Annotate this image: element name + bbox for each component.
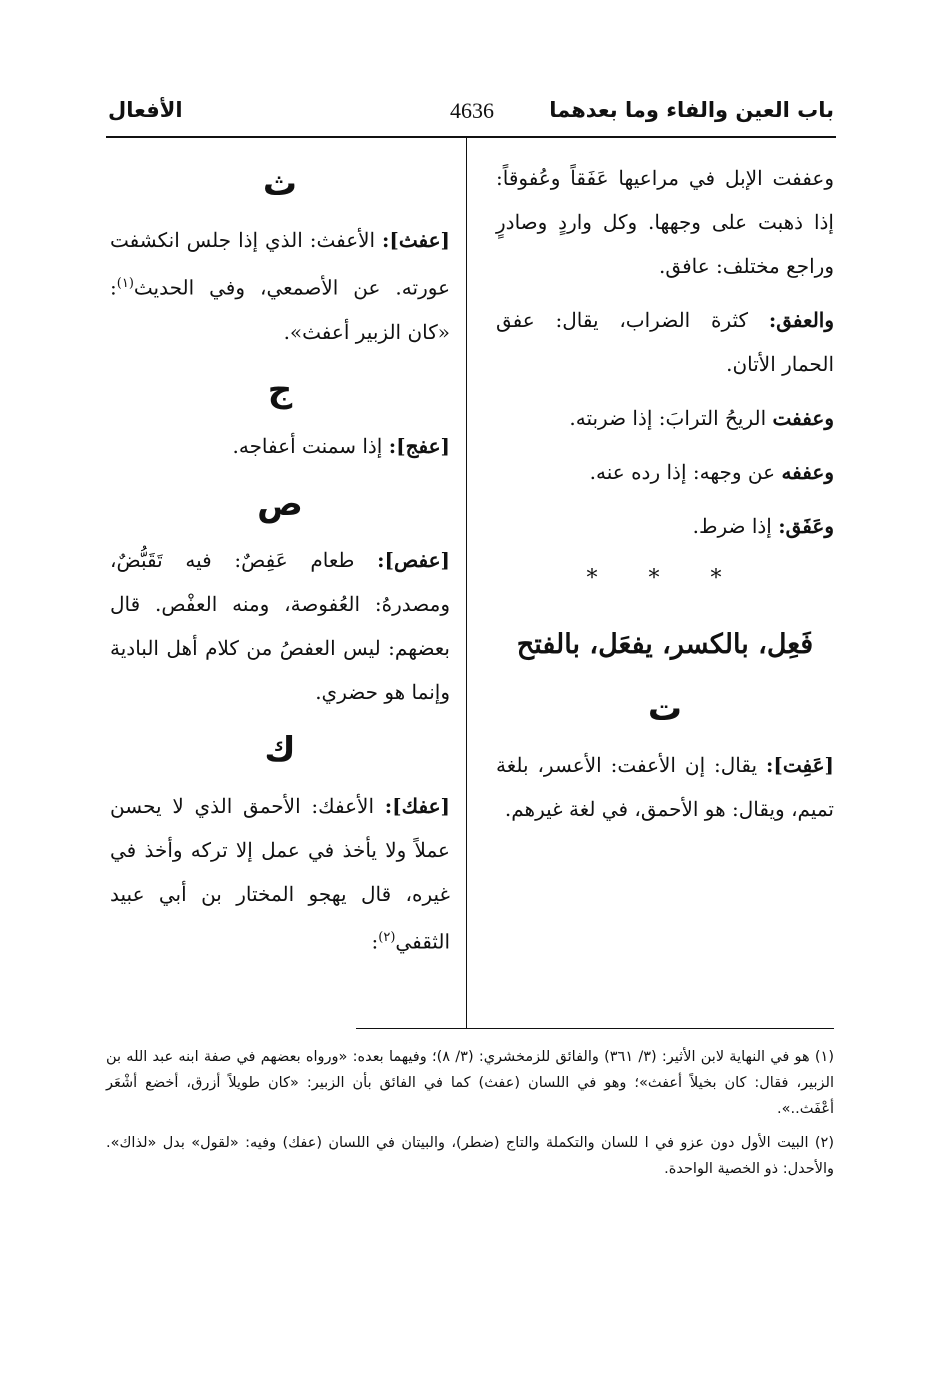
entry-paragraph: [110, 424, 450, 468]
page-number: 4636: [450, 98, 494, 123]
entry-headword: وعففت: [772, 406, 834, 430]
entry-paragraph: [110, 784, 450, 964]
letter-heading-k: ك: [264, 729, 296, 770]
entry-paragraph: [496, 450, 834, 494]
right-column: [496, 150, 834, 841]
entry-text: إذا سمنت أعفاجه.: [232, 433, 389, 458]
entry-paragraph: [496, 396, 834, 440]
entry-text: عن وجهه: إذا رده عنه.: [589, 460, 782, 484]
entry-text: الأعفك: الأحمق الذي لا يحسن عملاً ولا يأخذ في عمل إلا تركه وأخذ في غيره، قال يهجو المختار بن أبي عبيد الثقفي: [110, 793, 450, 954]
column-divider: [466, 138, 467, 1028]
entry-headword: [عفك]:: [384, 793, 450, 818]
letter-heading-s: ص: [257, 483, 303, 524]
entry-headword: [عفث]:: [382, 228, 450, 252]
letter-heading-t: ت: [647, 689, 683, 729]
letter-heading-j: ج: [267, 369, 293, 410]
header-rule: [106, 136, 836, 138]
entry-paragraph: [496, 298, 834, 386]
entry-paragraph: [496, 743, 834, 831]
entry-text: طعام عَفِصٌ: فيه تَقَبُّضٌ، ومصدرهُ: العُفوصة، ومنه العفْص. قال بعضهم: ليس العفصُ من كلام أهل البادية وإنما هو حضري.: [110, 547, 450, 704]
entry-text: كثرة الضراب، يقال: عفق الحمار الأتان.: [496, 308, 834, 376]
entry-headword: والعفق:: [768, 308, 834, 332]
section-separator-stars: * * *: [586, 566, 744, 591]
entry-text: وعففت الإبل في مراعيها عَفَقاً وعُفوقاً: إذا ذهبت على وجهها. وكل واردٍ وصادرٍ وراجع مختلف: عافق.: [496, 166, 834, 278]
footnote-1: (١) هو في النهاية لابن الأثير: (٣/ ٣٦١) والفائق للزمخشري: (٣/ ٨)؛ وفيهما بعده: «ورواه بعضهم في صفة ابنه عبد الله بن الزبير، فقال: كان بخيلاً أعفث»؛ وهو في اللسان (عفث) كما في الفائق بأن الزبير: «كان طويلاً أزرق، أخضع أشْعَر أعْفَث..».: [106, 1049, 834, 1117]
entry-headword: وعففه: [781, 460, 834, 484]
footnote-ref[interactable]: (٢): [378, 929, 396, 945]
entry-paragraph: [110, 218, 450, 354]
left-column: [110, 150, 450, 973]
section-title: فَعِل، بالكسر، يفعَل، بالفتح: [516, 629, 814, 660]
footnotes: [106, 1044, 834, 1190]
entry-text: الريحُ الترابَ: إذا ضربته.: [569, 406, 773, 430]
entry-text: إذا ضرط.: [692, 514, 779, 538]
entry-paragraph: [496, 504, 834, 548]
running-head-section: الأفعال: [108, 98, 183, 122]
entry-paragraph: [110, 538, 450, 714]
entry-headword: وعَفَق:: [778, 514, 834, 538]
entry-headword: [عفج]:: [388, 433, 450, 458]
footnote-2: (٢) البيت الأول دون عزو في ا للسان والتكملة والتاج (ضطر)، والبيتان في اللسان (عفك) وفيه: «لقول» بدل «لذاك». والأحدل: ذو الخصية الواحدة.: [106, 1135, 834, 1177]
footnote-rule: [356, 1028, 834, 1029]
entry-text: : «كان الزبير أعفث».: [110, 275, 450, 344]
entry-paragraph: [496, 156, 834, 288]
running-head-chapter: باب العين والفاء وما بعدهما: [549, 98, 834, 122]
entry-text: يقال: إن الأعفت: الأعسر، بلغة تميم، ويقال: هو الأحمق، في لغة غيرهم.: [496, 753, 834, 821]
letter-heading-th: ث: [262, 164, 298, 204]
entry-headword: [عَفِت]:: [766, 753, 834, 777]
entry-headword: [عفص]:: [377, 547, 450, 572]
footnote-ref[interactable]: (١): [116, 276, 134, 291]
entry-text: الأعفث: الذي إذا جلس انكشفت عورته. عن الأصمعي، وفي الحديث: [110, 228, 450, 300]
entry-text: :: [371, 929, 379, 954]
